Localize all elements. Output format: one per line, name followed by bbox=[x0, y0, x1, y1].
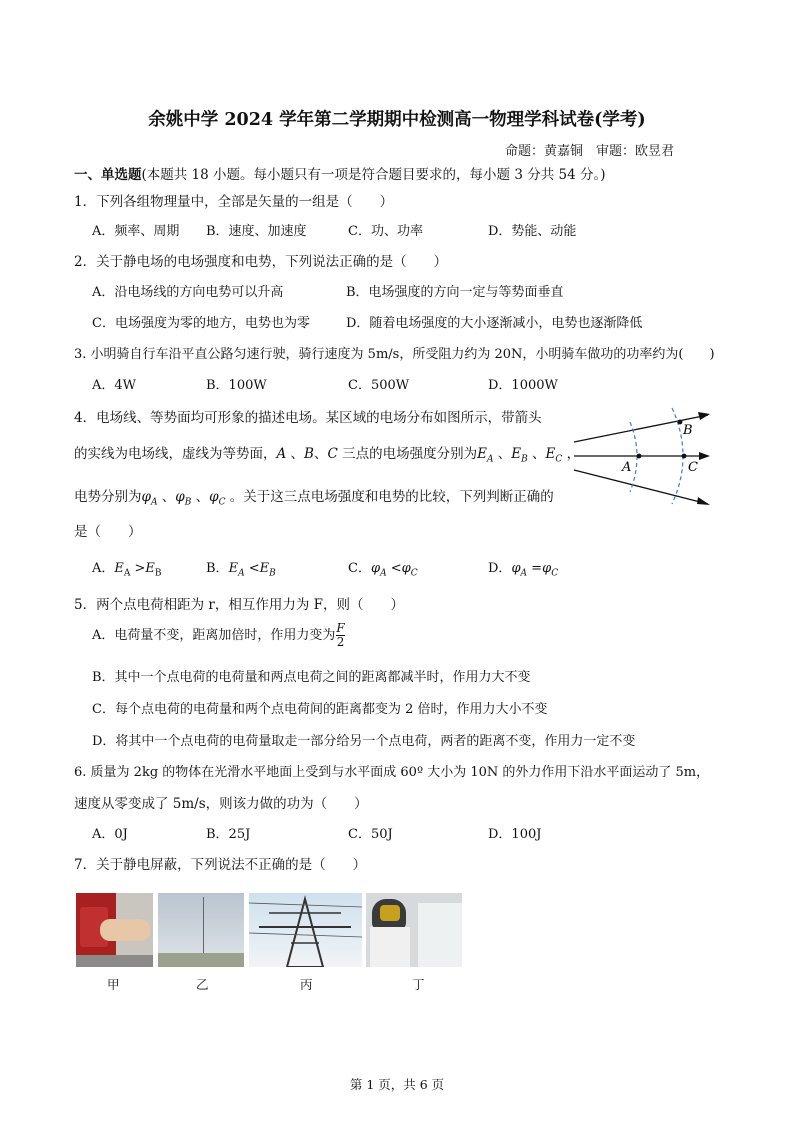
equipotential-line-left bbox=[630, 422, 637, 492]
q4-line2-text-b: 三点的电场强度分别为 bbox=[342, 446, 478, 462]
q5-option-a: A．电荷量不变，距离加倍时，作用力变为 $\frac{F}{2}$ bbox=[92, 621, 345, 649]
q1-option-a: A．频率、周期 bbox=[92, 224, 180, 239]
q3-stem: 3. 小明骑自行车沿平直公路匀速行驶，骑行速度为 5m/s，所受阻力约为 20N，小明骑车做功的功率约为( ) bbox=[74, 347, 715, 362]
q4-line3-text-b: 。关于这三点电场强度和电势的比较，下列判断正确的 bbox=[229, 489, 554, 505]
caption-bing: 丙 bbox=[300, 977, 313, 992]
q3-option-a: A．4W bbox=[92, 378, 137, 393]
field-line-top-arrow bbox=[698, 412, 710, 420]
caption-jia: 甲 bbox=[107, 977, 120, 992]
field-line-bottom-arrow bbox=[697, 497, 710, 505]
q1-option-c: C．功、功率 bbox=[348, 224, 423, 239]
q4-line3: 电势分别为$\varphi_A$ 、$\varphi_B$ 、$\varphi_C$ 。关于这三点电场强度和电势的比较，下列判断正确的 bbox=[74, 489, 554, 508]
q4-option-a: A．$E_A >E_B$ bbox=[92, 561, 162, 579]
point-c bbox=[682, 454, 687, 459]
caption-yi: 乙 bbox=[196, 977, 209, 992]
point-a bbox=[637, 454, 642, 459]
point-b bbox=[678, 420, 683, 425]
q3-option-d: D．1000W bbox=[488, 378, 558, 393]
q4-option-b: B．$E_A <E_B$ bbox=[206, 561, 276, 579]
photo-jia bbox=[76, 893, 153, 967]
q5-option-d: D．将其中一个点电荷的电荷量取走一部分给另一个点电荷，两者的距离不变，作用力一定不变 bbox=[92, 734, 636, 749]
q1-option-b: B．速度、加速度 bbox=[206, 224, 307, 239]
fraction-f-over-2: $\frac{F}{2}$ bbox=[336, 621, 345, 649]
q4-option-d: D．$\varphi_A =\varphi_C$ bbox=[488, 561, 559, 579]
field-line-bottom bbox=[574, 470, 708, 504]
q1-option-d: D．势能、动能 bbox=[488, 224, 577, 239]
q3-option-b: B．100W bbox=[206, 378, 267, 393]
q3-option-c: C．500W bbox=[348, 378, 410, 393]
q4-line3-text-a: 电势分别为 bbox=[74, 489, 142, 505]
q7-stem: 7．关于静电屏蔽，下列说法不正确的是（ ） bbox=[74, 857, 367, 873]
q6-option-d: D．100J bbox=[488, 827, 542, 842]
section-note: (本题共 18 小题。每小题只有一项是符合题目要求的，每小题 3 分共 54 分。) bbox=[141, 167, 606, 183]
page-footer: 第 1 页，共 6 页 bbox=[349, 1077, 445, 1092]
photo-yi bbox=[158, 893, 244, 967]
label-c: C bbox=[688, 460, 698, 475]
q1-stem: 1．下列各组物理量中，全部是矢量的一组是（ ） bbox=[74, 194, 394, 210]
section-heading bbox=[74, 163, 605, 183]
q2-option-d: D．随着电场强度的大小逐渐减小，电势也逐渐降低 bbox=[346, 316, 643, 331]
exam-title: 余姚中学 2024 学年第二学期期中检测高一物理学科试卷(学考) bbox=[148, 110, 646, 130]
q5-option-b: B．其中一个点电荷的电荷量和两点电荷之间的距离都减半时，作用力大不变 bbox=[92, 670, 531, 685]
q4-option-c: C．$\varphi_A <\varphi_C$ bbox=[348, 561, 418, 579]
q2-option-c: C．电场强度为零的地方，电势也为零 bbox=[92, 316, 310, 331]
caption-ding: 丁 bbox=[412, 977, 425, 992]
q6-line2: 速度从零变成了 5m/s，则该力做的功为（ ） bbox=[74, 796, 368, 812]
q4-line2: 的实线为电场线，虚线为等势面，A 、B、C 三点的电场强度分别为$E_A$ 、$E_B$ 、$E_C$ ， bbox=[74, 446, 581, 465]
photo-bing bbox=[249, 893, 362, 967]
q6-option-b: B．25J bbox=[206, 827, 251, 842]
q4-line1: 4．电场线、等势面均可形象的描述电场。某区域的电场分布如图所示，带箭头 bbox=[74, 410, 542, 426]
q4-line2-text-a: 的实线为电场线，虚线为等势面， bbox=[74, 446, 277, 462]
q6-option-c: C．50J bbox=[348, 827, 393, 842]
q5-option-c: C．每个点电荷的电荷量和两个点电荷间的距离都变为 2 倍时，作用力大小不变 bbox=[92, 702, 548, 717]
q2-option-a: A．沿电场线的方向电势可以升高 bbox=[92, 285, 284, 300]
label-b: B bbox=[683, 423, 693, 438]
q2-stem: 2．关于静电场的电场强度和电势，下列说法正确的是（ ） bbox=[74, 254, 448, 270]
power-tower-graphic bbox=[249, 893, 362, 967]
section-heading-title: 一、单选题 bbox=[74, 167, 142, 183]
q6-line1: 6. 质量为 2kg 的物体在光滑水平地面上受到与水平面成 60º 大小为 10N 的外力作用下沿水平面运动了 5m， bbox=[74, 765, 710, 780]
q5-stem: 5．两个点电荷相距为 r，相互作用力为 F，则（ ） bbox=[74, 597, 404, 613]
authors-line: 命题：黄嘉铜 审题：欧昱君 bbox=[504, 144, 674, 159]
q6-option-a: A．0J bbox=[92, 827, 128, 842]
q2-option-b: B．电场强度的方向一定与等势面垂直 bbox=[346, 285, 564, 300]
field-line-middle-arrow bbox=[699, 452, 710, 460]
electric-field-diagram bbox=[572, 400, 722, 515]
photo-ding bbox=[366, 893, 462, 967]
label-a: A bbox=[622, 460, 632, 475]
q4-line4: 是（ ） bbox=[74, 524, 142, 540]
